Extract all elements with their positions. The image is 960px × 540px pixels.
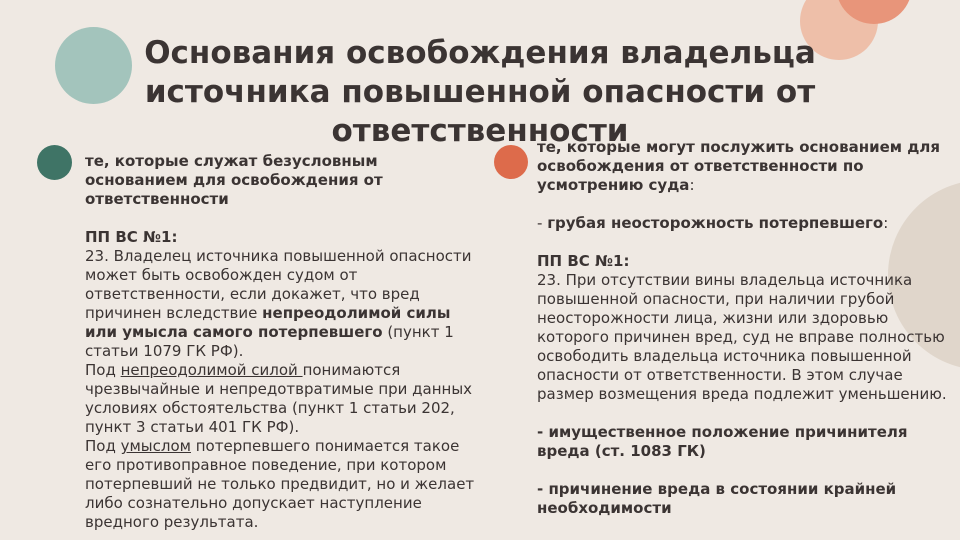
right-column bbox=[537, 138, 947, 518]
item1-text: грубая неосторожность потерпевшего bbox=[547, 214, 884, 232]
right-item-gross-negligence bbox=[537, 214, 947, 233]
intent-text: потерпевшего понимается такое его противоправное поведение, при котором потерпевший не только предвидит, но и желает либо сознательно допускает наступление вредного результата. bbox=[85, 437, 475, 531]
right-paragraph-23: 23. При отсутствии вины владельца источника повышенной опасности, при наличии грубой неосторожности лица, жизни или здоровью которого причинен вред, суд не вправе полностью освободить владельца источника повышенной опасности от ответственности. В этом случае размер возмещения вреда подлежит уменьшению. bbox=[537, 271, 947, 403]
item1-dash: - bbox=[537, 214, 548, 232]
p23-text-end: (пункт 1 статьи 1079 ГК РФ). bbox=[85, 323, 454, 360]
bullet-dot-green bbox=[37, 145, 72, 180]
force-prefix: Под bbox=[85, 361, 121, 379]
force-majeure-definition bbox=[85, 361, 485, 437]
right-item-property-status: - имущественное положение причинителя вреда (ст. 1083 ГК) bbox=[537, 423, 908, 460]
right-item-necessity: - причинение вреда в состоянии крайней необходимости bbox=[537, 480, 897, 517]
right-heading-text: те, которые могут послужить основанием для освобождения от ответственности по усмотрению суда bbox=[537, 138, 940, 194]
slide-title: Основания освобождения владельца источника повышенной опасности от ответственности bbox=[144, 35, 816, 149]
intent-prefix: Под bbox=[85, 437, 121, 455]
p23-bold-phrase: непреодолимой силы или умысла самого потерпевшего bbox=[85, 304, 451, 341]
force-text: понимаются чрезвычайные и непредотвратимые при данных условиях обстоятельства (пункт 1 статьи 202, пункт 3 статьи 401 ГК РФ). bbox=[85, 361, 473, 436]
p23-text-start: 23. Владелец источника повышенной опасности может быть освобожден судом от ответственности, если докажет, что вред причинен вследствие bbox=[85, 247, 472, 322]
left-paragraph-23 bbox=[85, 247, 485, 361]
intent-definition bbox=[85, 437, 485, 532]
item1-colon: : bbox=[883, 214, 889, 232]
left-heading: те, которые служат безусловным основанием для освобождения от ответственности bbox=[85, 152, 383, 208]
right-heading-colon: : bbox=[689, 176, 695, 194]
force-term: непреодолимой силой bbox=[120, 361, 303, 379]
right-pp-label: ПП ВС №1: bbox=[537, 252, 630, 270]
right-heading bbox=[537, 138, 947, 195]
left-pp-label: ПП ВС №1: bbox=[85, 228, 178, 246]
left-column bbox=[85, 152, 485, 532]
intent-term: умыслом bbox=[120, 437, 191, 455]
